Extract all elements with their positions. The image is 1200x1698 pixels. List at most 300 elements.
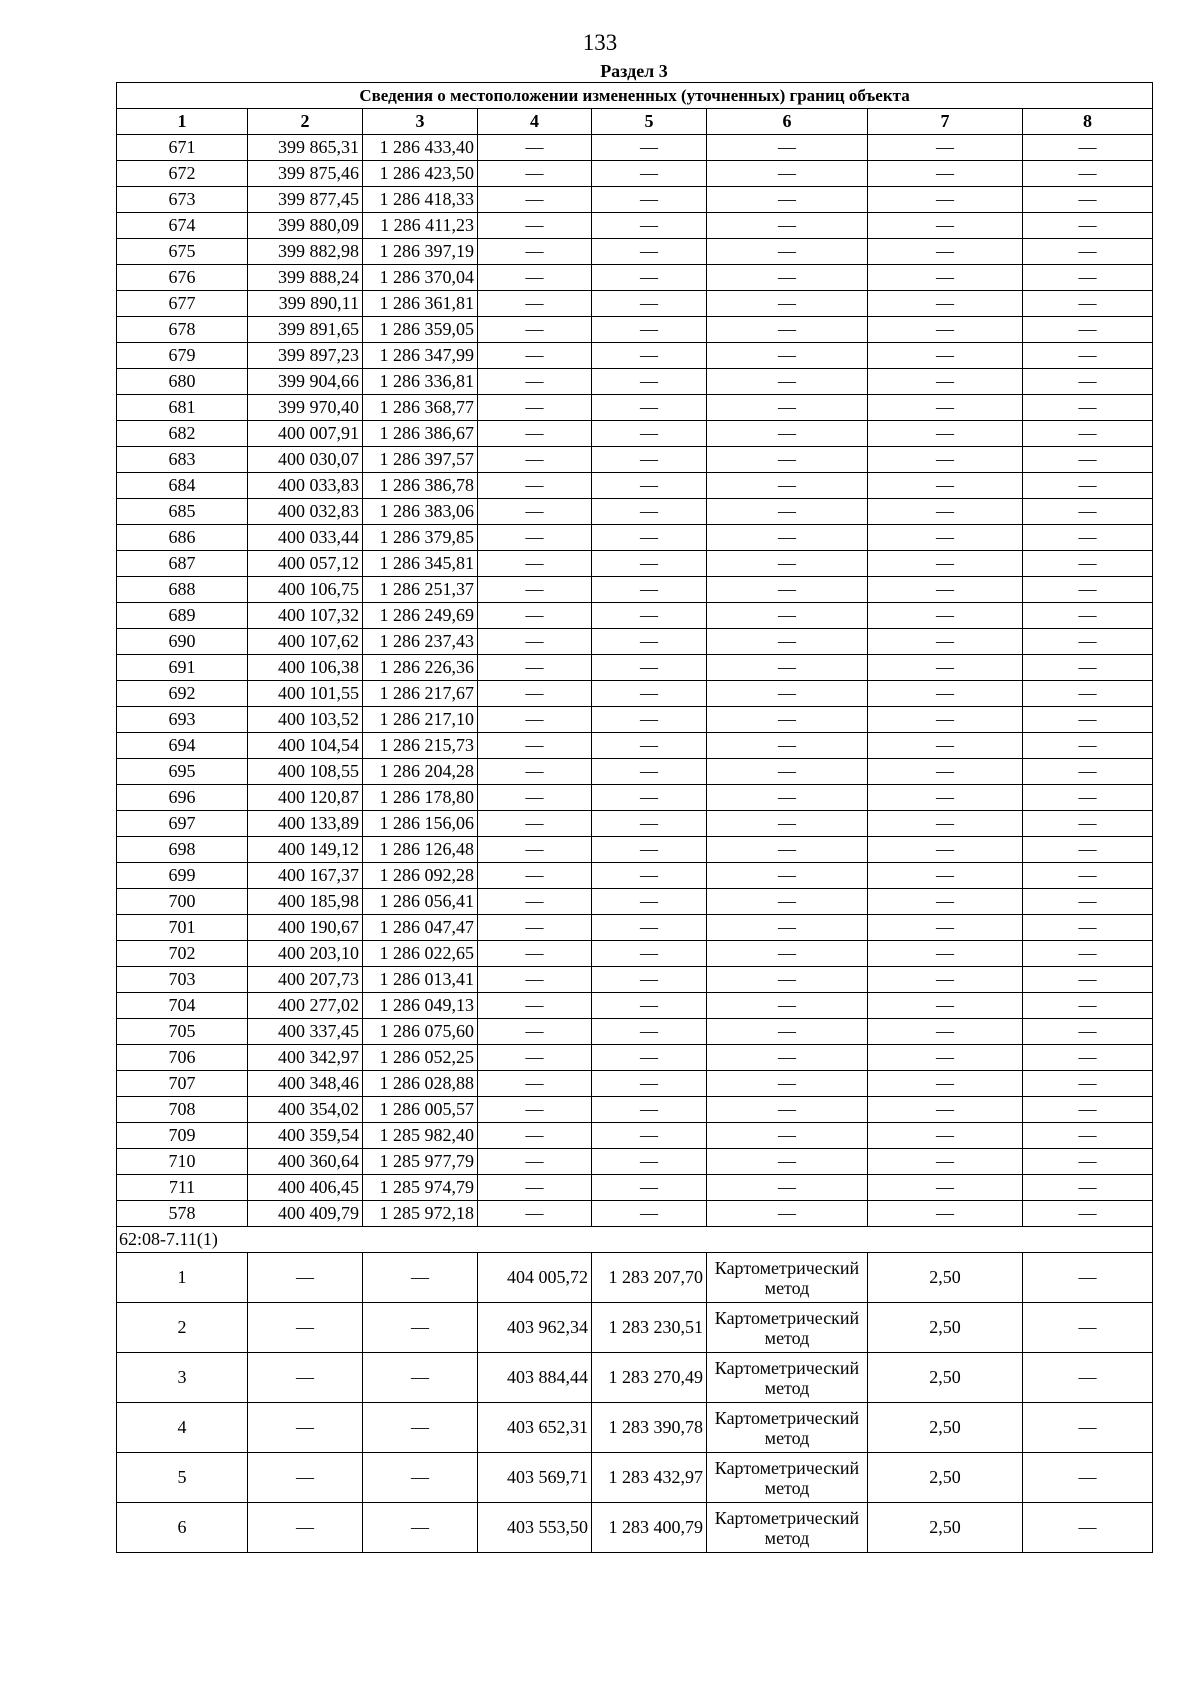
dash-cell: — bbox=[707, 1149, 868, 1175]
x-coordinate-cell: 400 277,02 bbox=[248, 993, 363, 1019]
table-row bbox=[117, 473, 1153, 499]
table-row bbox=[117, 1175, 1153, 1201]
y-coordinate-cell: 1 286 361,81 bbox=[363, 291, 478, 317]
dash-cell: — bbox=[707, 1097, 868, 1123]
x-coordinate-cell: 400 337,45 bbox=[248, 1019, 363, 1045]
dash-cell: — bbox=[1023, 733, 1153, 759]
dash-cell: — bbox=[868, 343, 1023, 369]
point-number-cell: 676 bbox=[117, 265, 248, 291]
point-number-cell: 707 bbox=[117, 1071, 248, 1097]
x-coordinate-cell: 400 101,55 bbox=[248, 681, 363, 707]
table-row bbox=[117, 1123, 1153, 1149]
dash-cell: — bbox=[478, 161, 592, 187]
x-coordinate-cell: 400 348,46 bbox=[248, 1071, 363, 1097]
dash-cell: — bbox=[1023, 915, 1153, 941]
y-coordinate-cell: 1 286 013,41 bbox=[363, 967, 478, 993]
dash-cell: — bbox=[1023, 889, 1153, 915]
point-number-cell: 4 bbox=[117, 1403, 248, 1453]
table-row bbox=[117, 1201, 1153, 1227]
point-number-cell: 709 bbox=[117, 1123, 248, 1149]
dash-cell: — bbox=[592, 1097, 707, 1123]
dash-cell: — bbox=[1023, 551, 1153, 577]
dash-cell: — bbox=[478, 187, 592, 213]
y-coordinate-cell: 1 286 226,36 bbox=[363, 655, 478, 681]
dash-cell: — bbox=[707, 993, 868, 1019]
dash-cell: — bbox=[478, 811, 592, 837]
table-row bbox=[117, 681, 1153, 707]
dash-cell: — bbox=[1023, 707, 1153, 733]
x-coordinate-cell: 400 033,44 bbox=[248, 525, 363, 551]
dash-cell: — bbox=[1023, 811, 1153, 837]
table-row bbox=[117, 655, 1153, 681]
table-row bbox=[117, 1071, 1153, 1097]
dash-cell: — bbox=[707, 447, 868, 473]
dash-cell: — bbox=[1023, 1019, 1153, 1045]
table-row bbox=[117, 1303, 1153, 1353]
y-coordinate-cell: 1 286 028,88 bbox=[363, 1071, 478, 1097]
dash-cell: — bbox=[868, 629, 1023, 655]
point-number-cell: 683 bbox=[117, 447, 248, 473]
x-coordinate-cell: 404 005,72 bbox=[478, 1253, 592, 1303]
point-number-cell: 695 bbox=[117, 759, 248, 785]
dash-cell: — bbox=[868, 967, 1023, 993]
dash-cell: — bbox=[478, 1123, 592, 1149]
point-number-cell: 677 bbox=[117, 291, 248, 317]
dash-cell: — bbox=[1023, 967, 1153, 993]
dash-cell: — bbox=[592, 785, 707, 811]
point-number-cell: 685 bbox=[117, 499, 248, 525]
point-number-cell: 681 bbox=[117, 395, 248, 421]
dash-cell: — bbox=[478, 915, 592, 941]
dash-cell: — bbox=[478, 1071, 592, 1097]
dash-cell: — bbox=[868, 447, 1023, 473]
dash-cell: — bbox=[478, 369, 592, 395]
x-coordinate-cell: 400 354,02 bbox=[248, 1097, 363, 1123]
table-row bbox=[117, 187, 1153, 213]
point-number-cell: 702 bbox=[117, 941, 248, 967]
dash-cell: — bbox=[248, 1453, 363, 1503]
point-number-cell: 672 bbox=[117, 161, 248, 187]
dash-cell: — bbox=[592, 837, 707, 863]
dash-cell: — bbox=[868, 759, 1023, 785]
dash-cell: — bbox=[868, 681, 1023, 707]
y-coordinate-cell: 1 286 217,10 bbox=[363, 707, 478, 733]
dash-cell: — bbox=[1023, 941, 1153, 967]
y-coordinate-cell: 1 286 049,13 bbox=[363, 993, 478, 1019]
column-header-row bbox=[117, 109, 1153, 135]
table-row bbox=[117, 707, 1153, 733]
y-coordinate-cell: 1 286 047,47 bbox=[363, 915, 478, 941]
dash-cell: — bbox=[1023, 1123, 1153, 1149]
dash-cell: — bbox=[1023, 629, 1153, 655]
y-coordinate-cell: 1 286 217,67 bbox=[363, 681, 478, 707]
column-header: 4 bbox=[478, 109, 592, 135]
dash-cell: — bbox=[363, 1253, 478, 1303]
table-row bbox=[117, 1097, 1153, 1123]
dash-cell: — bbox=[1023, 759, 1153, 785]
point-number-cell: 687 bbox=[117, 551, 248, 577]
x-coordinate-cell: 400 057,12 bbox=[248, 551, 363, 577]
dash-cell: — bbox=[707, 1071, 868, 1097]
dash-cell: — bbox=[707, 1123, 868, 1149]
x-coordinate-cell: 400 033,83 bbox=[248, 473, 363, 499]
dash-cell: — bbox=[478, 265, 592, 291]
y-coordinate-cell: 1 286 126,48 bbox=[363, 837, 478, 863]
x-coordinate-cell: 403 652,31 bbox=[478, 1403, 592, 1453]
dash-cell: — bbox=[707, 1045, 868, 1071]
y-coordinate-cell: 1 286 411,23 bbox=[363, 213, 478, 239]
dash-cell: — bbox=[868, 135, 1023, 161]
object-label-row bbox=[117, 1227, 1153, 1253]
dash-cell: — bbox=[707, 291, 868, 317]
x-coordinate-cell: 399 970,40 bbox=[248, 395, 363, 421]
dash-cell: — bbox=[707, 967, 868, 993]
point-number-cell: 688 bbox=[117, 577, 248, 603]
dash-cell: — bbox=[1023, 1149, 1153, 1175]
table-row bbox=[117, 577, 1153, 603]
dash-cell: — bbox=[592, 577, 707, 603]
dash-cell: — bbox=[1023, 603, 1153, 629]
y-coordinate-cell: 1 286 397,57 bbox=[363, 447, 478, 473]
dash-cell: — bbox=[1023, 161, 1153, 187]
dash-cell: — bbox=[478, 967, 592, 993]
dash-cell: — bbox=[478, 473, 592, 499]
point-number-cell: 696 bbox=[117, 785, 248, 811]
dash-cell: — bbox=[592, 1045, 707, 1071]
table-row bbox=[117, 603, 1153, 629]
dash-cell: — bbox=[868, 1175, 1023, 1201]
x-coordinate-cell: 400 133,89 bbox=[248, 811, 363, 837]
dash-cell: — bbox=[478, 603, 592, 629]
dash-cell: — bbox=[478, 759, 592, 785]
method-cell: Картометрический метод bbox=[707, 1403, 868, 1453]
dash-cell: — bbox=[707, 369, 868, 395]
dash-cell: — bbox=[592, 1201, 707, 1227]
point-number-cell: 697 bbox=[117, 811, 248, 837]
dash-cell: — bbox=[868, 525, 1023, 551]
y-coordinate-cell: 1 286 251,37 bbox=[363, 577, 478, 603]
y-coordinate-cell: 1 283 432,97 bbox=[592, 1453, 707, 1503]
point-number-cell: 698 bbox=[117, 837, 248, 863]
dash-cell: — bbox=[707, 187, 868, 213]
dash-cell: — bbox=[592, 889, 707, 915]
dash-cell: — bbox=[868, 941, 1023, 967]
x-coordinate-cell: 399 882,98 bbox=[248, 239, 363, 265]
dash-cell: — bbox=[868, 837, 1023, 863]
dash-cell: — bbox=[868, 1123, 1023, 1149]
point-number-cell: 678 bbox=[117, 317, 248, 343]
dash-cell: — bbox=[592, 1071, 707, 1097]
dash-cell: — bbox=[1023, 1097, 1153, 1123]
table-row bbox=[117, 1045, 1153, 1071]
dash-cell: — bbox=[1023, 213, 1153, 239]
dash-cell: — bbox=[1023, 135, 1153, 161]
dash-cell: — bbox=[1023, 1303, 1153, 1353]
dash-cell: — bbox=[478, 317, 592, 343]
table-row bbox=[117, 993, 1153, 1019]
dash-cell: — bbox=[707, 863, 868, 889]
dash-cell: — bbox=[478, 551, 592, 577]
x-coordinate-cell: 400 103,52 bbox=[248, 707, 363, 733]
point-number-cell: 693 bbox=[117, 707, 248, 733]
point-number-cell: 671 bbox=[117, 135, 248, 161]
x-coordinate-cell: 400 108,55 bbox=[248, 759, 363, 785]
table-row bbox=[117, 915, 1153, 941]
column-header: 3 bbox=[363, 109, 478, 135]
dash-cell: — bbox=[478, 135, 592, 161]
dash-cell: — bbox=[1023, 655, 1153, 681]
dash-cell: — bbox=[868, 1149, 1023, 1175]
point-number-cell: 711 bbox=[117, 1175, 248, 1201]
x-coordinate-cell: 399 875,46 bbox=[248, 161, 363, 187]
dash-cell: — bbox=[478, 655, 592, 681]
y-coordinate-cell: 1 286 052,25 bbox=[363, 1045, 478, 1071]
x-coordinate-cell: 399 891,65 bbox=[248, 317, 363, 343]
y-coordinate-cell: 1 286 370,04 bbox=[363, 265, 478, 291]
point-number-cell: 686 bbox=[117, 525, 248, 551]
dash-cell: — bbox=[707, 629, 868, 655]
y-coordinate-cell: 1 286 156,06 bbox=[363, 811, 478, 837]
x-coordinate-cell: 400 360,64 bbox=[248, 1149, 363, 1175]
table-row bbox=[117, 421, 1153, 447]
column-header: 2 bbox=[248, 109, 363, 135]
y-coordinate-cell: 1 286 005,57 bbox=[363, 1097, 478, 1123]
y-coordinate-cell: 1 286 379,85 bbox=[363, 525, 478, 551]
x-coordinate-cell: 400 107,32 bbox=[248, 603, 363, 629]
dash-cell: — bbox=[707, 733, 868, 759]
table-row bbox=[117, 1503, 1153, 1553]
table-row bbox=[117, 1253, 1153, 1303]
x-coordinate-cell: 400 107,62 bbox=[248, 629, 363, 655]
dash-cell: — bbox=[707, 915, 868, 941]
method-cell: Картометрический метод bbox=[707, 1253, 868, 1303]
dash-cell: — bbox=[592, 655, 707, 681]
dash-cell: — bbox=[1023, 1503, 1153, 1553]
dash-cell: — bbox=[478, 993, 592, 1019]
column-header: 7 bbox=[868, 109, 1023, 135]
y-coordinate-cell: 1 286 397,19 bbox=[363, 239, 478, 265]
x-coordinate-cell: 399 865,31 bbox=[248, 135, 363, 161]
dash-cell: — bbox=[592, 1175, 707, 1201]
dash-cell: — bbox=[1023, 447, 1153, 473]
y-coordinate-cell: 1 286 056,41 bbox=[363, 889, 478, 915]
dash-cell: — bbox=[478, 941, 592, 967]
dash-cell: — bbox=[478, 525, 592, 551]
dash-cell: — bbox=[248, 1403, 363, 1453]
x-coordinate-cell: 400 190,67 bbox=[248, 915, 363, 941]
dash-cell: — bbox=[868, 395, 1023, 421]
dash-cell: — bbox=[707, 889, 868, 915]
x-coordinate-cell: 399 890,11 bbox=[248, 291, 363, 317]
dash-cell: — bbox=[707, 681, 868, 707]
table-row bbox=[117, 889, 1153, 915]
point-number-cell: 701 bbox=[117, 915, 248, 941]
dash-cell: — bbox=[592, 759, 707, 785]
dash-cell: — bbox=[868, 551, 1023, 577]
y-coordinate-cell: 1 283 270,49 bbox=[592, 1353, 707, 1403]
dash-cell: — bbox=[1023, 239, 1153, 265]
dash-cell: — bbox=[592, 681, 707, 707]
dash-cell: — bbox=[478, 213, 592, 239]
point-number-cell: 692 bbox=[117, 681, 248, 707]
table-row bbox=[117, 291, 1153, 317]
dash-cell: — bbox=[868, 1097, 1023, 1123]
x-coordinate-cell: 399 904,66 bbox=[248, 369, 363, 395]
dash-cell: — bbox=[868, 213, 1023, 239]
dash-cell: — bbox=[592, 499, 707, 525]
point-number-cell: 675 bbox=[117, 239, 248, 265]
y-coordinate-cell: 1 283 400,79 bbox=[592, 1503, 707, 1553]
dash-cell: — bbox=[868, 889, 1023, 915]
column-header: 1 bbox=[117, 109, 248, 135]
dash-cell: — bbox=[478, 1097, 592, 1123]
table-row bbox=[117, 759, 1153, 785]
dash-cell: — bbox=[592, 863, 707, 889]
dash-cell: — bbox=[707, 1201, 868, 1227]
y-coordinate-cell: 1 283 207,70 bbox=[592, 1253, 707, 1303]
dash-cell: — bbox=[478, 577, 592, 603]
dash-cell: — bbox=[1023, 499, 1153, 525]
point-number-cell: 679 bbox=[117, 343, 248, 369]
dash-cell: — bbox=[1023, 785, 1153, 811]
table-row bbox=[117, 811, 1153, 837]
dash-cell: — bbox=[1023, 837, 1153, 863]
dash-cell: — bbox=[1023, 863, 1153, 889]
dash-cell: — bbox=[707, 343, 868, 369]
dash-cell: — bbox=[478, 785, 592, 811]
y-coordinate-cell: 1 286 433,40 bbox=[363, 135, 478, 161]
y-coordinate-cell: 1 285 977,79 bbox=[363, 1149, 478, 1175]
table-row bbox=[117, 785, 1153, 811]
point-number-cell: 703 bbox=[117, 967, 248, 993]
dash-cell: — bbox=[592, 707, 707, 733]
table-row bbox=[117, 395, 1153, 421]
dash-cell: — bbox=[592, 395, 707, 421]
x-coordinate-cell: 403 569,71 bbox=[478, 1453, 592, 1503]
dash-cell: — bbox=[707, 655, 868, 681]
dash-cell: — bbox=[707, 577, 868, 603]
y-coordinate-cell: 1 286 386,67 bbox=[363, 421, 478, 447]
dash-cell: — bbox=[363, 1503, 478, 1553]
x-coordinate-cell: 399 877,45 bbox=[248, 187, 363, 213]
method-cell: Картометрический метод bbox=[707, 1503, 868, 1553]
x-coordinate-cell: 400 104,54 bbox=[248, 733, 363, 759]
table-row bbox=[117, 369, 1153, 395]
y-coordinate-cell: 1 286 092,28 bbox=[363, 863, 478, 889]
dash-cell: — bbox=[868, 317, 1023, 343]
dash-cell: — bbox=[248, 1353, 363, 1403]
dash-cell: — bbox=[868, 291, 1023, 317]
dash-cell: — bbox=[1023, 993, 1153, 1019]
dash-cell: — bbox=[1023, 1353, 1153, 1403]
dash-cell: — bbox=[592, 239, 707, 265]
table-row bbox=[117, 1353, 1153, 1403]
x-coordinate-cell: 403 553,50 bbox=[478, 1503, 592, 1553]
y-coordinate-cell: 1 286 336,81 bbox=[363, 369, 478, 395]
point-number-cell: 3 bbox=[117, 1353, 248, 1403]
point-number-cell: 694 bbox=[117, 733, 248, 759]
y-coordinate-cell: 1 286 359,05 bbox=[363, 317, 478, 343]
y-coordinate-cell: 1 286 075,60 bbox=[363, 1019, 478, 1045]
table-row bbox=[117, 733, 1153, 759]
y-coordinate-cell: 1 283 390,78 bbox=[592, 1403, 707, 1453]
dash-cell: — bbox=[592, 1149, 707, 1175]
point-number-cell: 1 bbox=[117, 1253, 248, 1303]
point-number-cell: 2 bbox=[117, 1303, 248, 1353]
y-coordinate-cell: 1 285 974,79 bbox=[363, 1175, 478, 1201]
dash-cell: — bbox=[478, 837, 592, 863]
point-number-cell: 710 bbox=[117, 1149, 248, 1175]
point-number-cell: 705 bbox=[117, 1019, 248, 1045]
table-row bbox=[117, 1149, 1153, 1175]
dash-cell: — bbox=[478, 1019, 592, 1045]
table-row bbox=[117, 1453, 1153, 1503]
y-coordinate-cell: 1 286 204,28 bbox=[363, 759, 478, 785]
accuracy-cell: 2,50 bbox=[868, 1503, 1023, 1553]
table-row bbox=[117, 239, 1153, 265]
table-row bbox=[117, 863, 1153, 889]
x-coordinate-cell: 403 884,44 bbox=[478, 1353, 592, 1403]
dash-cell: — bbox=[592, 941, 707, 967]
dash-cell: — bbox=[868, 655, 1023, 681]
dash-cell: — bbox=[592, 1019, 707, 1045]
accuracy-cell: 2,50 bbox=[868, 1253, 1023, 1303]
dash-cell: — bbox=[707, 161, 868, 187]
dash-cell: — bbox=[1023, 1403, 1153, 1453]
method-cell: Картометрический метод bbox=[707, 1453, 868, 1503]
dash-cell: — bbox=[868, 707, 1023, 733]
method-cell: Картометрический метод bbox=[707, 1353, 868, 1403]
dash-cell: — bbox=[707, 707, 868, 733]
dash-cell: — bbox=[868, 421, 1023, 447]
dash-cell: — bbox=[363, 1353, 478, 1403]
dash-cell: — bbox=[868, 1071, 1023, 1097]
x-coordinate-cell: 400 406,45 bbox=[248, 1175, 363, 1201]
dash-cell: — bbox=[478, 421, 592, 447]
point-number-cell: 691 bbox=[117, 655, 248, 681]
point-number-cell: 578 bbox=[117, 1201, 248, 1227]
dash-cell: — bbox=[592, 603, 707, 629]
point-number-cell: 6 bbox=[117, 1503, 248, 1553]
point-number-cell: 682 bbox=[117, 421, 248, 447]
dash-cell: — bbox=[478, 863, 592, 889]
point-number-cell: 674 bbox=[117, 213, 248, 239]
dash-cell: — bbox=[868, 577, 1023, 603]
dash-cell: — bbox=[478, 343, 592, 369]
dash-cell: — bbox=[868, 603, 1023, 629]
dash-cell: — bbox=[868, 733, 1023, 759]
dash-cell: — bbox=[478, 1045, 592, 1071]
dash-cell: — bbox=[707, 473, 868, 499]
dash-cell: — bbox=[592, 525, 707, 551]
y-coordinate-cell: 1 286 418,33 bbox=[363, 187, 478, 213]
dash-cell: — bbox=[1023, 681, 1153, 707]
y-coordinate-cell: 1 286 237,43 bbox=[363, 629, 478, 655]
dash-cell: — bbox=[1023, 525, 1153, 551]
dash-cell: — bbox=[707, 811, 868, 837]
dash-cell: — bbox=[592, 967, 707, 993]
dash-cell: — bbox=[707, 525, 868, 551]
dash-cell: — bbox=[707, 317, 868, 343]
dash-cell: — bbox=[1023, 317, 1153, 343]
dash-cell: — bbox=[868, 811, 1023, 837]
dash-cell: — bbox=[707, 1019, 868, 1045]
dash-cell: — bbox=[868, 785, 1023, 811]
dash-cell: — bbox=[1023, 421, 1153, 447]
x-coordinate-cell: 400 185,98 bbox=[248, 889, 363, 915]
dash-cell: — bbox=[868, 161, 1023, 187]
dash-cell: — bbox=[478, 447, 592, 473]
